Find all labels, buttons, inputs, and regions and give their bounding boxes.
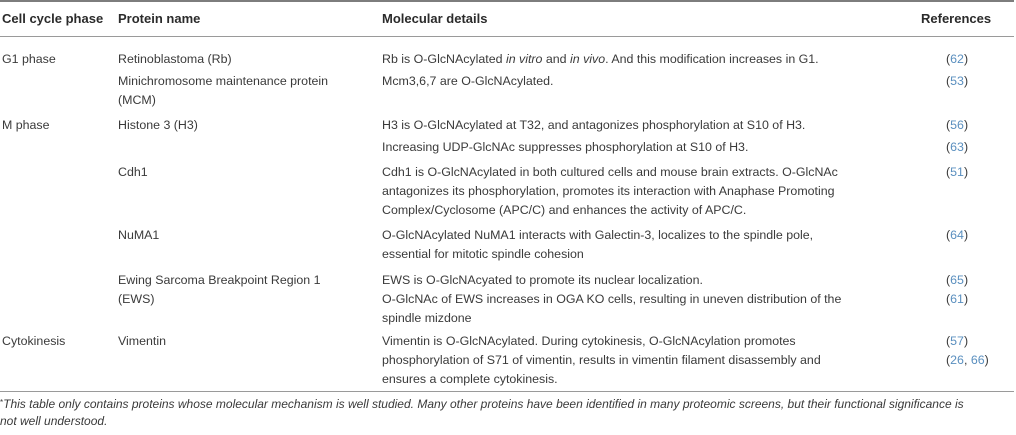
ref-link[interactable]: 61 — [950, 292, 964, 306]
details-vimentin: Vimentin is O-GlcNAcylated. During cytokinesis, O-GlcNAcylation promotes phosphorylation of S71 of vimentin, results in vimentin filament disassembly and ensures a complete cytokinesis. — [382, 334, 821, 386]
ref-link[interactable]: 51 — [950, 165, 964, 179]
ref-numa1: (64) — [946, 228, 969, 242]
header-cell-cycle-phase: Cell cycle phase — [2, 11, 104, 26]
phase-m: M phase — [2, 118, 50, 132]
ref-h3: (56) — [946, 118, 969, 132]
ref-link[interactable]: 65 — [950, 273, 964, 287]
protein-mcm: Minichromosome maintenance protein (MCM) — [118, 74, 329, 107]
ref-cdh1: (51) — [946, 165, 969, 179]
ref-vimentin: (57) (26, 66) — [946, 334, 989, 367]
header-protein-name: Protein name — [118, 11, 201, 26]
ref-link[interactable]: 56 — [950, 118, 964, 132]
header-references: References — [921, 11, 992, 26]
footnote-mark: * — [0, 398, 4, 407]
details-numa1: O-GlcNAcylated NuMA1 interacts with Galectin-3, localizes to the spindle pole, essential for mitotic spindle cohesion — [382, 228, 814, 261]
details-ews: EWS is O-GlcNAcyated to promote its nuclear localization. O-GlcNAc of EWS increases in OGA KO cells, resulting in uneven distribution of the spindle mizdone — [382, 273, 842, 325]
ref-link[interactable]: 26 — [950, 353, 964, 367]
header-rule — [0, 36, 1014, 37]
ref-link[interactable]: 64 — [950, 228, 964, 242]
details-h3-udp: Increasing UDP-GlcNAc suppresses phosphorylation at S10 of H3. — [382, 140, 749, 154]
phase-cytokinesis: Cytokinesis — [2, 334, 66, 348]
ref-ews: (65) (61) — [946, 273, 969, 306]
phase-g1: G1 phase — [2, 52, 56, 66]
details-mcm: Mcm3,6,7 are O-GlcNAcylated. — [382, 74, 554, 88]
top-rule — [0, 0, 1014, 2]
ref-mcm: (53) — [946, 74, 969, 88]
ref-link[interactable]: 62 — [950, 52, 964, 66]
details-cdh1: Cdh1 is O-GlcNAcylated in both cultured cells and mouse brain extracts. O-GlcNAc antagonizes its phosphorylation, promotes its interaction with Anaphase Promoting Complex/Cyclosome (APC/C) and enhances the activity of APC/C. — [382, 165, 838, 217]
ref-link[interactable]: 53 — [950, 74, 964, 88]
protein-cdh1: Cdh1 — [118, 165, 148, 179]
protein-ews: Ewing Sarcoma Breakpoint Region 1 (EWS) — [118, 273, 321, 306]
ref-link[interactable]: 63 — [950, 140, 964, 154]
protein-numa1: NuMA1 — [118, 228, 160, 242]
ref-link[interactable]: 57 — [950, 334, 964, 348]
details-h3: H3 is O-GlcNAcylated at T32, and antagonizes phosphorylation at S10 of H3. — [382, 118, 806, 132]
header-molecular-details: Molecular details — [382, 11, 488, 26]
ref-h3-udp: (63) — [946, 140, 969, 154]
bottom-rule — [0, 391, 1014, 392]
protein-rb: Retinoblastoma (Rb) — [118, 52, 232, 66]
ref-rb: (62) — [946, 52, 969, 66]
table-footnote: *This table only contains proteins whose molecular mechanism is well studied. Many other proteins have been identified in many proteomic screens, but their functional significance is not well understood. — [0, 397, 964, 428]
protein-vimentin: Vimentin — [118, 334, 166, 348]
ref-link[interactable]: 66 — [970, 353, 985, 367]
protein-h3: Histone 3 (H3) — [118, 118, 198, 132]
details-rb: Rb is O-GlcNAcylated in vitro and in vivo. And this modification increases in G1. — [382, 52, 819, 66]
